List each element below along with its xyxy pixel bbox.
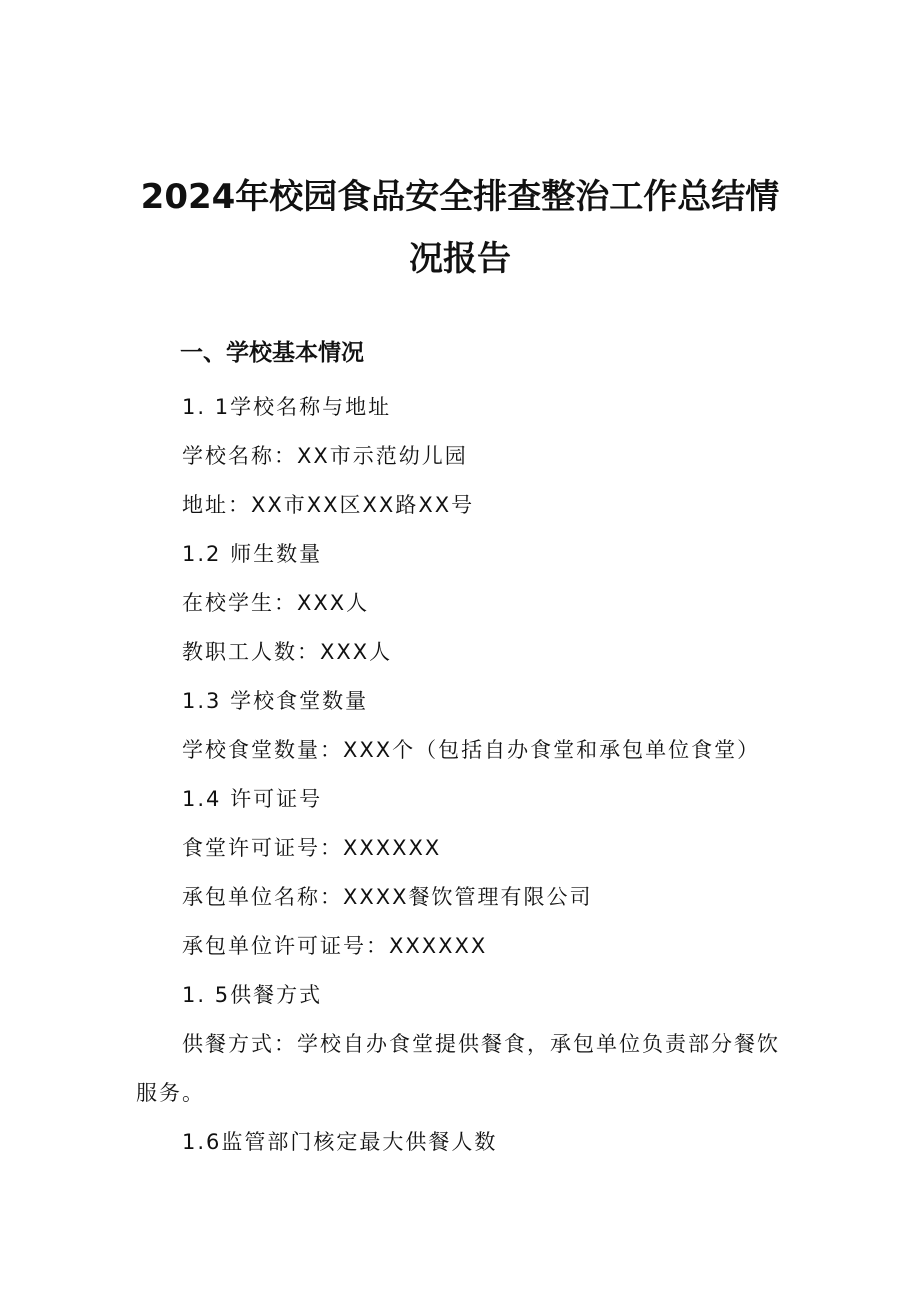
canteen-count-line: 学校食堂数量：XXX个（包括自办食堂和承包单位食堂）: [182, 738, 761, 762]
contractor-license-line: 承包单位许可证号：XXXXXX: [182, 934, 488, 958]
school-name-line: 学校名称：XX市示范幼儿园: [182, 444, 468, 468]
section-heading: 一、学校基本情况: [180, 340, 364, 366]
meal-supply-line-continued: 服务。: [136, 1081, 205, 1105]
document-title-line-1: 2024年校园食品安全排查整治工作总结情: [140, 177, 780, 217]
students-line: 在校学生：XXX人: [182, 591, 370, 615]
subheading-canteen-count: 1.3 学校食堂数量: [182, 689, 369, 713]
contractor-name-line: 承包单位名称：XXXX餐饮管理有限公司: [182, 885, 593, 909]
subheading-license: 1.4 许可证号: [182, 787, 323, 811]
document-title-line-2: 况报告: [409, 239, 511, 279]
meal-supply-line: 供餐方式：学校自办食堂提供餐食，承包单位负责部分餐饮: [182, 1032, 780, 1056]
subheading-meal-supply: 1. 5供餐方式: [182, 983, 323, 1007]
staff-line: 教职工人数：XXX人: [182, 640, 393, 664]
address-line: 地址：XX市XX区XX路XX号: [182, 493, 475, 517]
subheading-max-meals: 1.6监管部门核定最大供餐人数: [182, 1130, 498, 1154]
subheading-school-name-address: 1. 1学校名称与地址: [182, 395, 392, 419]
canteen-license-line: 食堂许可证号：XXXXXX: [182, 836, 442, 860]
subheading-staff-students: 1.2 师生数量: [182, 542, 323, 566]
